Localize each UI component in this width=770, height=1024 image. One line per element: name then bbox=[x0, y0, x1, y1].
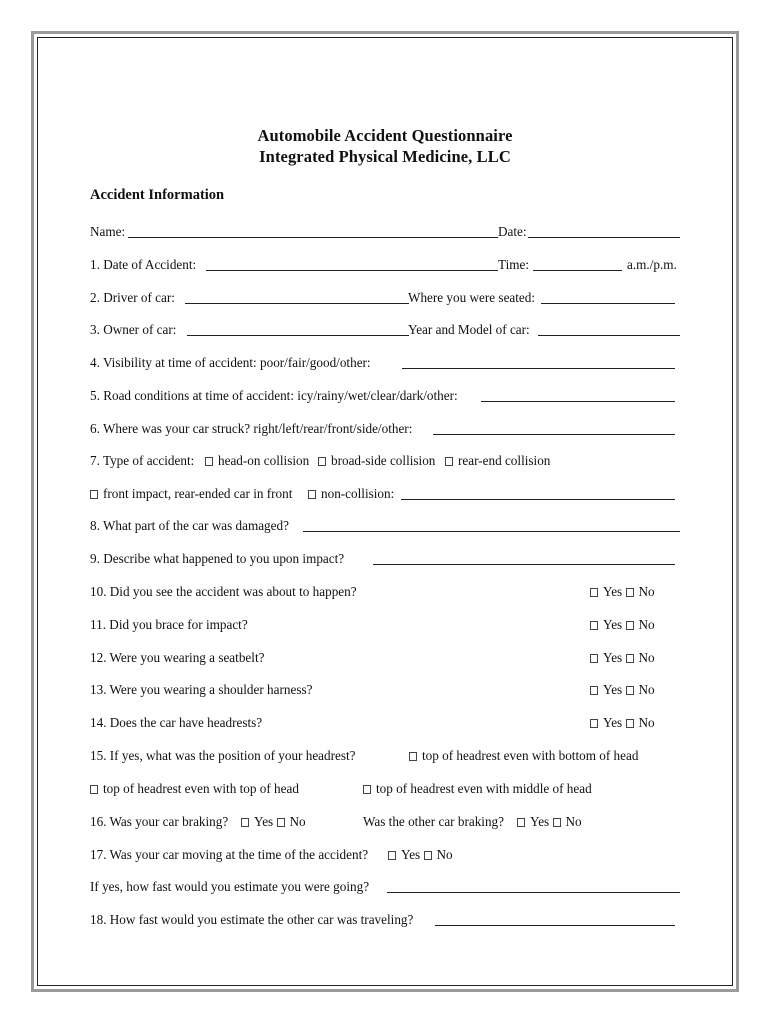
row-name bbox=[90, 223, 680, 241]
row-q13 bbox=[90, 681, 680, 699]
q1-ampm: a.m./p.m. bbox=[627, 257, 677, 272]
no-checkbox[interactable] bbox=[626, 686, 634, 695]
q17-label: 17. Was your car moving at the time of the accident? bbox=[90, 847, 369, 862]
q1-label: 1. Date of Accident: bbox=[90, 257, 197, 272]
row-q10 bbox=[90, 583, 680, 601]
no-checkbox[interactable] bbox=[626, 654, 634, 663]
q17-yes-no: Yes No bbox=[388, 846, 453, 864]
road-conditions-field[interactable] bbox=[481, 401, 675, 402]
checkbox-icon[interactable] bbox=[90, 785, 98, 794]
q15-option-bottom[interactable]: top of headrest even with bottom of head bbox=[409, 747, 638, 765]
row-q3 bbox=[90, 321, 680, 339]
row-q2 bbox=[90, 289, 680, 307]
q2-label: 2. Driver of car: bbox=[90, 290, 175, 305]
q7-option-front-impact[interactable]: front impact, rear-ended car in front bbox=[90, 485, 292, 503]
no-checkbox[interactable] bbox=[626, 719, 634, 728]
checkbox-icon[interactable] bbox=[409, 752, 417, 761]
checkbox-icon[interactable] bbox=[445, 457, 453, 466]
q14-yes-no: Yes No bbox=[590, 714, 655, 732]
row-q12 bbox=[90, 649, 680, 667]
struck-field[interactable] bbox=[433, 434, 675, 435]
non-collision-field[interactable] bbox=[401, 499, 675, 500]
q16-other-yes-no: Yes No bbox=[517, 813, 582, 831]
q16-other-label: Was the other car braking? bbox=[363, 814, 505, 829]
no-checkbox[interactable] bbox=[553, 818, 561, 827]
q7-option-head-on[interactable]: head-on collision bbox=[205, 452, 309, 470]
no-checkbox[interactable] bbox=[626, 621, 634, 630]
no-checkbox[interactable] bbox=[626, 588, 634, 597]
q10-yes-no: Yes No bbox=[590, 583, 655, 601]
q11-label: 11. Did you brace for impact? bbox=[90, 617, 248, 632]
q16-label: 16. Was your car braking? bbox=[90, 814, 229, 829]
row-q7b bbox=[90, 485, 680, 503]
q11-yes-no: Yes No bbox=[590, 616, 655, 634]
q2-seated-label: Where you were seated: bbox=[408, 290, 536, 305]
q4-label: 4. Visibility at time of accident: poor/fair/good/other: bbox=[90, 355, 371, 370]
q3-year-label: Year and Model of car: bbox=[408, 322, 530, 337]
other-speed-field[interactable] bbox=[435, 925, 675, 926]
checkbox-icon[interactable] bbox=[205, 457, 213, 466]
damage-field[interactable] bbox=[303, 531, 680, 532]
row-q15 bbox=[90, 747, 680, 765]
accident-date-field[interactable] bbox=[206, 270, 498, 271]
q1-time-label: Time: bbox=[498, 257, 530, 272]
q7-option-rear-end[interactable]: rear-end collision bbox=[445, 452, 550, 470]
form-title: Automobile Accident Questionnaire bbox=[257, 126, 513, 145]
yes-checkbox[interactable] bbox=[388, 851, 396, 860]
row-q18 bbox=[90, 911, 680, 929]
name-label: Name: bbox=[90, 224, 126, 239]
impact-description-field[interactable] bbox=[373, 564, 675, 565]
q17b-label: If yes, how fast would you estimate you were going? bbox=[90, 879, 370, 894]
date-label: Date: bbox=[498, 224, 527, 239]
row-q15b bbox=[90, 780, 680, 798]
row-q6 bbox=[90, 420, 680, 438]
q8-label: 8. What part of the car was damaged? bbox=[90, 518, 289, 533]
row-q9 bbox=[90, 550, 680, 568]
checkbox-icon[interactable] bbox=[90, 490, 98, 499]
driver-field[interactable] bbox=[185, 303, 409, 304]
row-q17 bbox=[90, 846, 680, 864]
q5-label: 5. Road conditions at time of accident: icy/rainy/wet/clear/dark/other: bbox=[90, 388, 458, 403]
row-q7 bbox=[90, 452, 680, 470]
q12-label: 12. Were you wearing a seatbelt? bbox=[90, 650, 265, 665]
date-field[interactable] bbox=[528, 237, 680, 238]
checkbox-icon[interactable] bbox=[318, 457, 326, 466]
yes-checkbox[interactable] bbox=[590, 686, 598, 695]
q15-option-top[interactable]: top of headrest even with top of head bbox=[90, 780, 299, 798]
row-q11 bbox=[90, 616, 680, 634]
owner-field[interactable] bbox=[187, 335, 409, 336]
row-q17b bbox=[90, 878, 680, 896]
q9-label: 9. Describe what happened to you upon impact? bbox=[90, 551, 345, 566]
q13-label: 13. Were you wearing a shoulder harness? bbox=[90, 682, 313, 697]
q12-yes-no: Yes No bbox=[590, 649, 655, 667]
section-heading: Accident Information bbox=[90, 187, 225, 203]
q6-label: 6. Where was your car struck? right/left/rear/front/side/other: bbox=[90, 421, 413, 436]
q7-label: 7. Type of accident: bbox=[90, 453, 195, 468]
yes-checkbox[interactable] bbox=[517, 818, 525, 827]
q7-option-broad-side[interactable]: broad-side collision bbox=[318, 452, 435, 470]
own-speed-field[interactable] bbox=[387, 892, 680, 893]
yes-checkbox[interactable] bbox=[590, 588, 598, 597]
yes-checkbox[interactable] bbox=[241, 818, 249, 827]
yes-checkbox[interactable] bbox=[590, 621, 598, 630]
row-q1 bbox=[90, 256, 680, 274]
q13-yes-no: Yes No bbox=[590, 681, 655, 699]
seated-field[interactable] bbox=[541, 303, 675, 304]
row-q14 bbox=[90, 714, 680, 732]
year-model-field[interactable] bbox=[538, 335, 680, 336]
q15-option-middle[interactable]: top of headrest even with middle of head bbox=[363, 780, 592, 798]
yes-checkbox[interactable] bbox=[590, 654, 598, 663]
q16-yes-no: Yes No bbox=[241, 813, 306, 831]
no-checkbox[interactable] bbox=[277, 818, 285, 827]
row-q16 bbox=[90, 813, 680, 831]
q18-label: 18. How fast would you estimate the other car was traveling? bbox=[90, 912, 414, 927]
q15-label: 15. If yes, what was the position of your headrest? bbox=[90, 748, 356, 763]
row-q4 bbox=[90, 354, 680, 372]
row-q8 bbox=[90, 517, 680, 535]
visibility-field[interactable] bbox=[402, 368, 675, 369]
checkbox-icon[interactable] bbox=[363, 785, 371, 794]
row-q5 bbox=[90, 387, 680, 405]
q7-option-non-collision[interactable]: non-collision: bbox=[308, 485, 394, 503]
q10-label: 10. Did you see the accident was about to happen? bbox=[90, 584, 357, 599]
form-subtitle: Integrated Physical Medicine, LLC bbox=[259, 147, 511, 166]
name-field[interactable] bbox=[128, 237, 498, 238]
yes-checkbox[interactable] bbox=[590, 719, 598, 728]
accident-time-field[interactable] bbox=[533, 270, 622, 271]
checkbox-icon[interactable] bbox=[308, 490, 316, 499]
no-checkbox[interactable] bbox=[424, 851, 432, 860]
q14-label: 14. Does the car have headrests? bbox=[90, 715, 263, 730]
q3-label: 3. Owner of car: bbox=[90, 322, 177, 337]
page-border-inner bbox=[37, 37, 733, 986]
